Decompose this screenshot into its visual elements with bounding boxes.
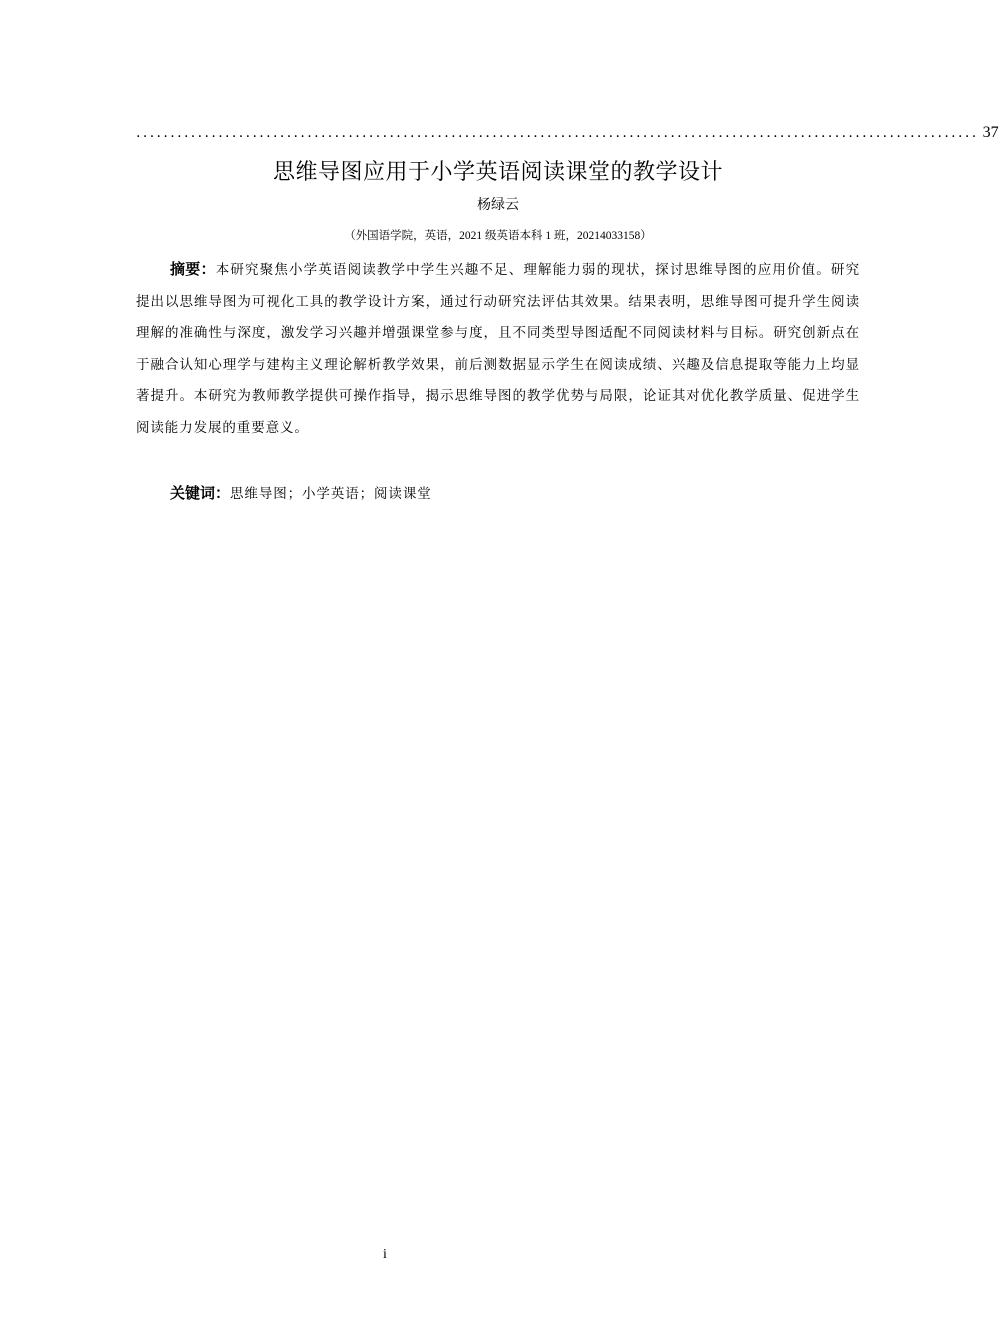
- keywords-label: 关键词：: [170, 484, 231, 502]
- toc-entry[interactable]: [136, 122, 999, 144]
- keywords-paragraph: [136, 478, 860, 509]
- abstract-paragraph: [136, 254, 860, 445]
- toc-page-number: 37: [982, 124, 999, 141]
- author-affiliation: （外国语学院，英语，2021 级英语本科 1 班，20214033158）: [344, 230, 652, 242]
- paper-title: 思维导图应用于小学英语阅读课堂的教学设计: [272, 160, 723, 185]
- abstract-label: 摘要：: [170, 260, 216, 278]
- footer-page-number: i: [383, 1247, 387, 1262]
- keywords-text: 思维导图；小学英语；阅读课堂: [230, 486, 432, 502]
- abstract-text: 本研究聚焦小学英语阅读教学中学生兴趣不足、理解能力弱的现状，探讨思维导图的应用价值。研究提出以思维导图为可视化工具的教学设计方案，通过行动研究法评估其效果。结果表明，思维导图可提升学生阅读理解的准确性与深度，激发学习兴趣并增强课堂参与度，且不同类型导图适配不同阅读材料与目标。研究创新点在于融合认知心理学与建构主义理论解析教学效果，前后测数据显示学生在阅读成绩、兴趣及信息提取等能力上均显著提升。本研究为教师教学提供可操作指导，揭示思维导图的教学优势与局限，论证其对优化教学质量、促进学生阅读能力发展的重要意义。: [136, 262, 860, 436]
- paper-author: 杨绿云: [477, 197, 519, 213]
- toc-dot-leader: ...........................................................................................................................: [136, 125, 979, 141]
